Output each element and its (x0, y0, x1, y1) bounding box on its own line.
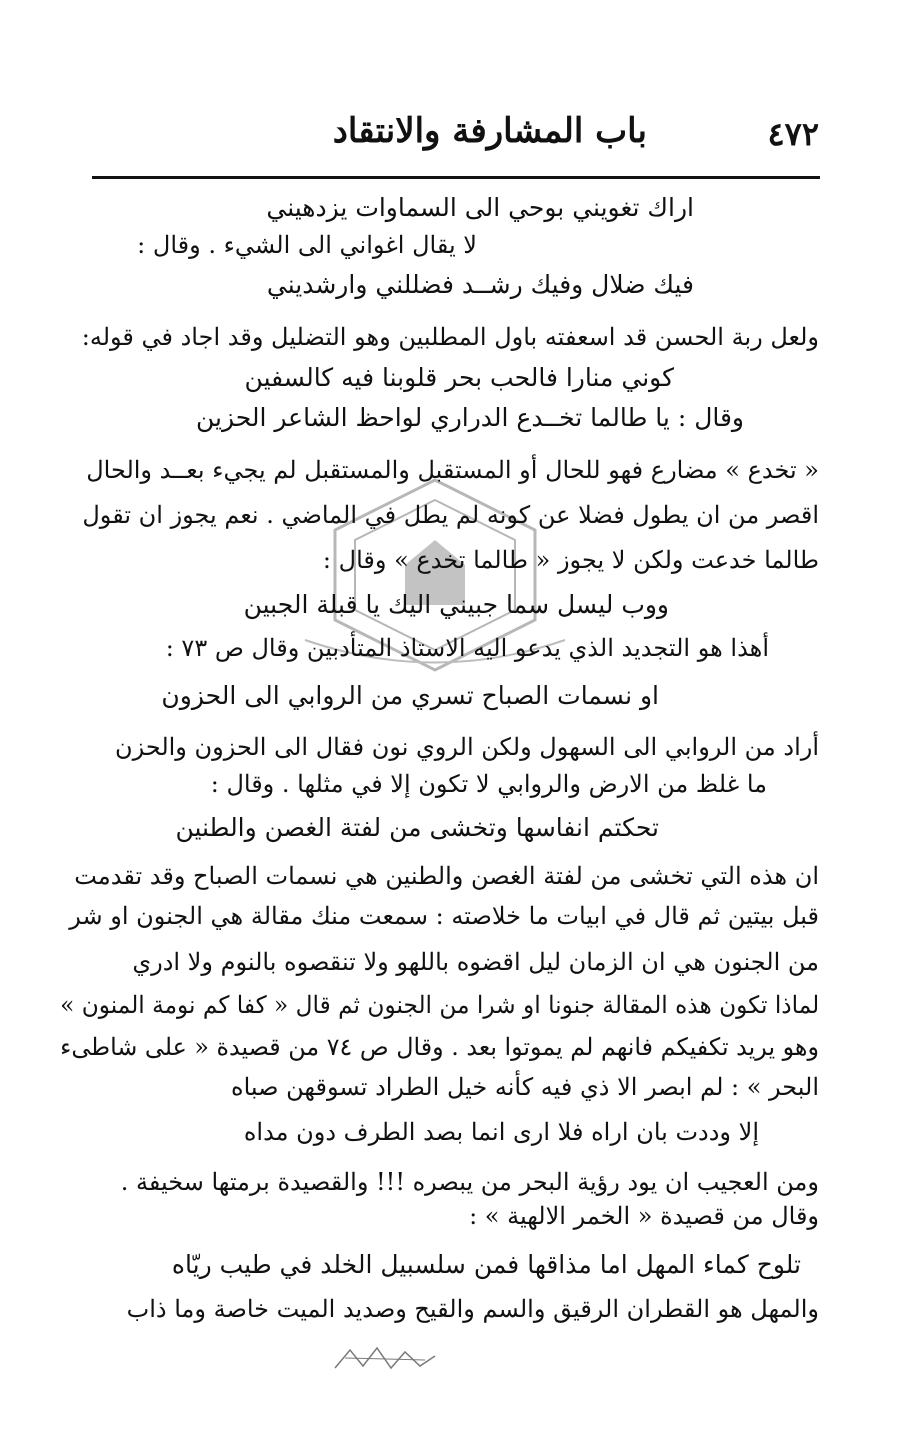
text-line-15: تحكتم انفاسها وتخشى من لفتة الغصن والطنين (175, 813, 659, 842)
text-line-9: طالما خدعت ولكن لا يجوز « طالما تخدع » وقال : (322, 546, 819, 574)
text-line-5: كوني منارا فالحب بحر قلوبنا فيه كالسفين (244, 363, 674, 392)
text-line-6: وقال : يا طالما تخــدع الدراري لواحظ الشاعر الحزين (195, 403, 744, 432)
text-line-18: من الجنون هي ان الزمان ليل اقضوه باللهو ولا تنقصوه بالنوم ولا ادري (132, 948, 819, 976)
text-line-11: أهذا هو التجديد الذي يدعو اليه الاستاذ المتأدبين وقال ص ٧٣ : (165, 634, 769, 662)
text-line-24: وقال من قصيدة « الخمر الالهية » : (469, 1202, 819, 1230)
handwritten-mark (325, 1338, 445, 1378)
text-line-2: لا يقال اغواني الى الشيء . وقال : (137, 231, 477, 259)
text-line-26: والمهل هو القطران الرقيق والسم والقيح وصديد الميت خاصة وما ذاب (126, 1295, 819, 1323)
text-line-16: ان هذه التي تخشى من لفتة الغصن والطنين هي نسمات الصباح وقد تقدمت (74, 862, 819, 890)
page-title: باب المشارفة والانتقاد (332, 111, 647, 151)
text-line-21: البحر » : لم ابصر الا ذي فيه كأنه خيل الطراد تسوقهن صباه (231, 1073, 819, 1101)
text-line-10: ووب ليسل سما جبيني اليك يا قبلة الجبين (243, 590, 669, 619)
text-line-4: ولعل ربة الحسن قد اسعفته باول المطلبين وهو التضليل وقد اجاد في قوله: (81, 323, 819, 351)
text-line-17: قبل بيتين ثم قال في ابيات ما خلاصته : سمعت منك مقالة هي الجنون او شر (69, 902, 819, 930)
text-line-8: اقصر من ان يطول فضلا عن كونه لم يطل في الماضي . نعم يجوز ان تقول (82, 501, 819, 529)
text-line-1: اراك تغويني بوحي الى السماوات يزدهيني (266, 193, 694, 222)
text-line-19: لماذا تكون هذه المقالة جنونا او شرا من الجنون ثم قال « كفا كم نومة المنون » (59, 991, 819, 1019)
text-line-14: ما غلظ من الارض والروابي لا تكون إلا في مثلها . وقال : (210, 770, 767, 798)
text-line-25: تلوح كماء المهل اما مذاقها فمن سلسبيل الخلد في طيب ريّاه (171, 1250, 801, 1279)
text-line-13: أراد من الروابي الى السهول ولكن الروي نون فقال الى الحزون والحزن (114, 733, 819, 761)
text-line-3: فيك ضلال وفيك رشــد فضللني وارشديني (266, 270, 694, 299)
text-line-12: او نسمات الصباح تسري من الروابي الى الحزون (161, 681, 659, 710)
header-rule (92, 176, 820, 179)
text-line-23: ومن العجيب ان يود رؤية البحر من يبصره !!! والقصيدة برمتها سخيفة . (120, 1168, 819, 1196)
text-line-22: إلا وددت بان اراه فلا ارى انما بصد الطرف دون مداه (243, 1118, 759, 1146)
page-number: ٤٧٢ (767, 115, 819, 153)
text-line-20: وهو يريد تكفيكم فانهم لم يموتوا بعد . وقال ص ٧٤ من قصيدة « على شاطىء (60, 1033, 819, 1061)
text-line-7: « تخدع » مضارع فهو للحال أو المستقبل والمستقبل لم يجيء بعــد والحال (86, 456, 819, 484)
